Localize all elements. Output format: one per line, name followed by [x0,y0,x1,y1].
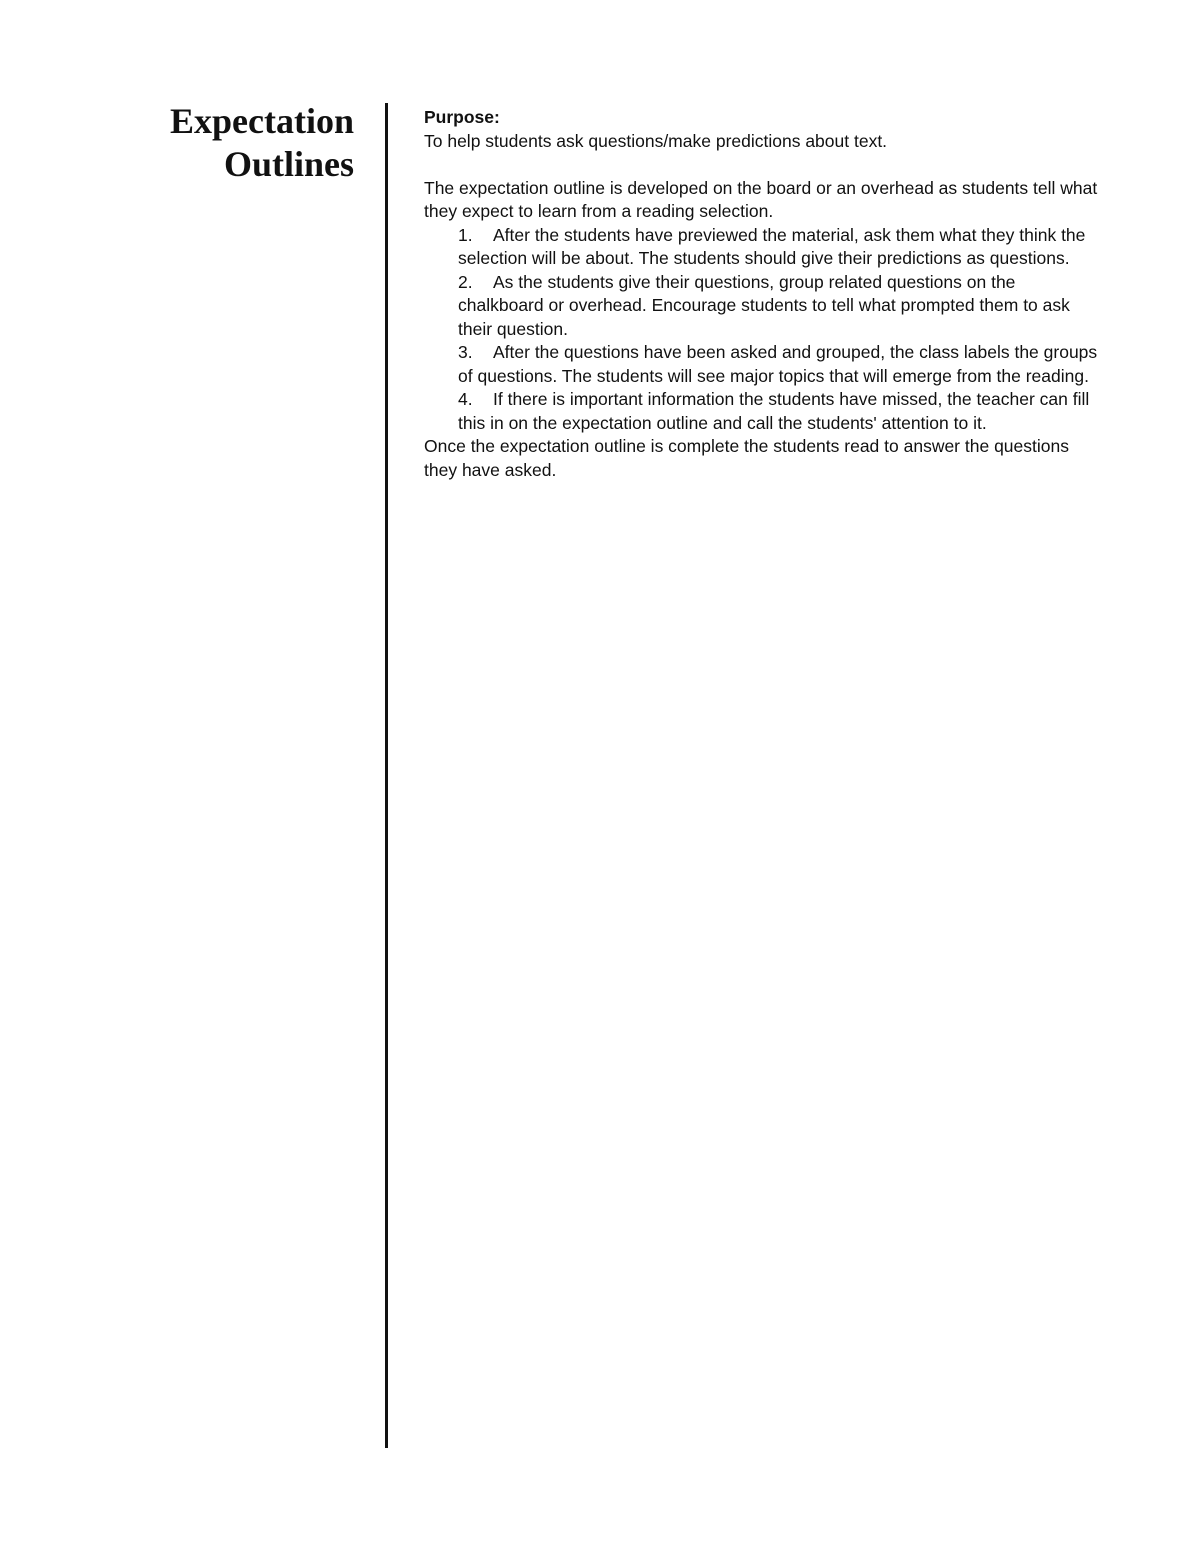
list-item-number: 4. [458,389,473,409]
vertical-divider [385,103,388,1448]
purpose-text: To help students ask questions/make predictions about text. [424,130,888,151]
list-item [458,388,1104,435]
paragraph-spacer [424,153,1104,177]
list-item-text: If there is important information the students have missed, the teacher can fill this in on the expectation outline and call the students' attention to it. [458,389,1090,433]
list-item-text: After the questions have been asked and grouped, the class labels the groups of questions. The students will see major topics that will emerge from the reading. [458,342,1098,386]
list-item [458,271,1104,342]
main-content [424,106,1104,482]
steps-list [424,224,1104,436]
list-item [458,341,1104,388]
intro-paragraph: The expectation outline is developed on the board or an overhead as students tell what they expect to learn from a reading selection. [424,177,1098,221]
page-title-line-2: Outlines [223,144,354,184]
purpose-label: Purpose: [424,107,500,127]
list-item [458,224,1104,271]
list-item-text: As the students give their questions, group related questions on the chalkboard or overhead. Encourage students to tell what prompted them to ask their question. [458,271,1070,339]
list-item-number: 3. [458,342,473,362]
page-title [120,100,354,186]
list-item-text: After the students have previewed the material, ask them what they think the selection will be about. The students should give their predictions as questions. [458,224,1086,268]
closing-paragraph: Once the expectation outline is complete the students read to answer the questions they have asked. [424,436,1069,480]
page-title-line-1: Expectation [170,101,354,141]
list-item-number: 1. [458,224,473,245]
list-item-number: 2. [458,271,473,292]
